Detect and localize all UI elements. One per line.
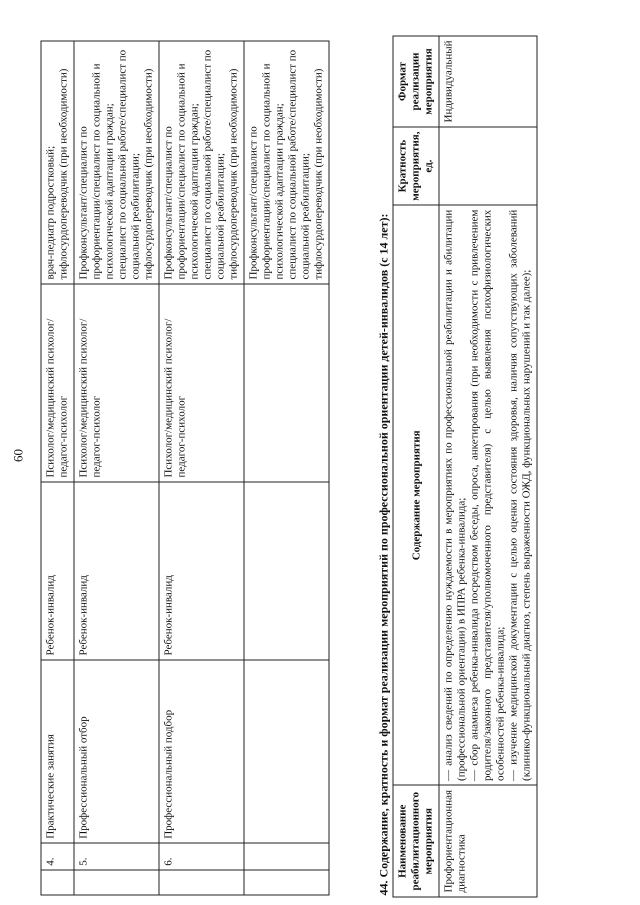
specialist-list-line: тифлосурдопереводчик (при необходимости)	[227, 68, 239, 280]
row-multiplicity	[439, 127, 537, 205]
upper-table-row	[244, 41, 329, 895]
header-name: Наименование реабилитационного мероприятия	[393, 785, 439, 897]
row-content	[439, 205, 537, 785]
specialist-list-line: тифлосурдопереводчик (при необходимости)	[57, 68, 69, 280]
specialist-list-line: Профконсультант/специалист по профориентации/специалист по социальной и психологической адаптации граждан;	[247, 62, 285, 280]
row-blank-cell	[159, 870, 244, 895]
row-number: 5.	[74, 843, 159, 870]
row-number: 6.	[159, 843, 244, 870]
row-specialist-list	[74, 41, 159, 284]
row-specialist-list	[244, 41, 329, 284]
row-specialist: Психолог/медицинский психолог/педагог-психолог	[41, 284, 74, 482]
specialist-list-line: специалист по социальной работе/специалист по социальной реабилитации;	[201, 49, 226, 280]
row-participant	[244, 482, 329, 660]
upper-table-body	[41, 41, 329, 895]
row-number: 4.	[41, 843, 74, 870]
specialist-list-line: специалист по социальной работе/специалист по социальной реабилитации;	[116, 49, 141, 280]
upper-table-row	[159, 41, 244, 895]
row-name: Профессиональный подбор	[159, 659, 244, 842]
lower-table	[392, 35, 537, 897]
row-name: Профессиональный отбор	[74, 659, 159, 842]
header-content: Содержание мероприятия	[393, 205, 439, 785]
upper-table	[40, 40, 329, 895]
section-heading: 44. Содержание, кратность и формат реализации мероприятий по профессиональной ориентации детей-инвалидов (с 14 лет):	[376, 213, 390, 895]
row-specialist: Психолог/медицинский психолог/педагог-психолог	[74, 284, 159, 482]
specialist-list-line: специалист по социальной работе/специалист по социальной реабилитации;	[286, 49, 311, 280]
lower-table-header-row	[393, 36, 439, 897]
row-specialist: Психолог/медицинский психолог/педагог-психолог	[159, 284, 244, 482]
row-name	[244, 659, 329, 842]
content-item: — изучение медицинской документации с целью оценки состояния здоровья, наличия сопутствующих заболеваний (клинико-функциональный диагноз, степень выраженности ОЖД, функциональных нарушений и так далее);	[507, 209, 532, 781]
specialist-list-line: Профконсультант/специалист по профориентации/специалист по социальной и психологической адаптации граждан;	[77, 62, 115, 280]
row-blank-cell	[74, 870, 159, 895]
content-item: — анализ сведений по определению нуждаемости в мероприятиях по профессиональной реабилитации и абилитации (профессиональной ориентации) в ИПРА ребенка-инвалида;	[442, 209, 467, 781]
row-participant: Ребенок-инвалид	[74, 482, 159, 660]
specialist-list-line: Профконсультант/специалист по профориентации/специалист по социальной и психологической адаптации граждан;	[162, 62, 200, 280]
page-number: 60	[10, 448, 25, 462]
header-format: Формат реализации мероприятия	[393, 36, 439, 127]
row-specialist-list	[159, 41, 244, 284]
row-specialist	[244, 284, 329, 482]
specialist-list-line: тифлосурдопереводчик (при необходимости)	[142, 68, 154, 280]
upper-table-row	[41, 41, 74, 895]
row-specialist-list	[41, 41, 74, 284]
specialist-list-line: тифлосурдопереводчик (при необходимости)	[312, 68, 324, 280]
row-format: Индивидуальный	[439, 36, 537, 127]
row-name: Практические занятия	[41, 659, 74, 842]
lower-table-row	[439, 36, 537, 897]
header-multiplicity: Кратность мероприятия, ед.	[393, 127, 439, 205]
row-participant: Ребенок-инвалид	[41, 482, 74, 660]
specialist-list-line: врач-педиатр подростковый;	[44, 145, 56, 280]
row-blank-cell	[41, 870, 74, 895]
row-number	[244, 843, 329, 870]
content-item: — сбор анамнеза ребенка-инвалида посредством беседы, опроса, анкетирования (при необходимости с привлечением родителя/законного представителя/уполномоченного представителя) с целью выявления психофизиологических особенностей ребенка-инвалида;	[468, 209, 506, 781]
row-participant: Ребенок-инвалид	[159, 482, 244, 660]
row-name: Профориентационная диагностика	[439, 785, 537, 897]
row-blank-cell	[244, 870, 329, 895]
upper-table-row	[74, 41, 159, 895]
